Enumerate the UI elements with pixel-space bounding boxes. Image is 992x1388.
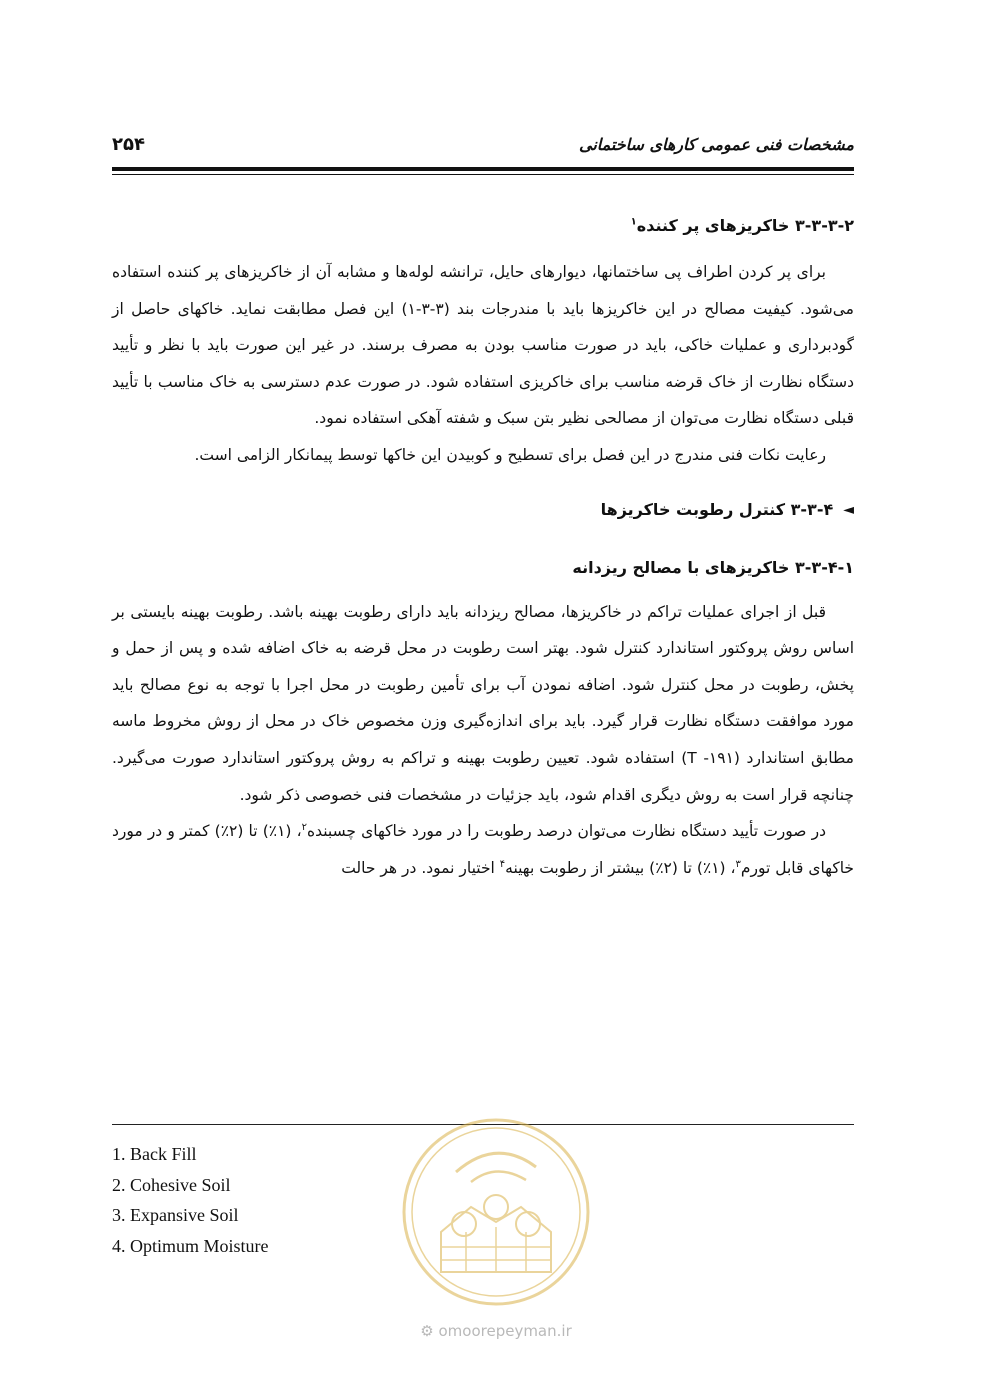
watermark-logo-icon — [386, 1112, 606, 1332]
body-text — [112, 206, 854, 886]
footnote-2: 2. Cohesive Soil — [112, 1174, 231, 1195]
watermark-logo — [386, 1112, 606, 1332]
footnote-ref-2: ۲ — [301, 821, 307, 833]
footnote-3: 3. Expansive Soil — [112, 1205, 239, 1226]
header-rule-thin — [112, 174, 854, 175]
footnote-ref-3: ۳ — [735, 858, 741, 870]
paragraph-fine-grained-1: قبل از اجرای عملیات تراکم در خاکریزها، مصالح ریزدانه باید دارای رطوبت بهینه باشد. رطوبت بهینه بایستی بر اساس روش پروکتور استاندارد کنترل شود. بهتر است رطوبت در محل قرضه به خاک اضافه شده و پس از حمل و پخش، رطوبت در محل کنترل شود. اضافه نمودن آب برای تأمین رطوبت در محل اجرا با توجه به نوع مصالح باید مورد موافقت دستگاه نظارت قرار گیرد. باید برای اندازه‌گیری وزن مخصوص خاک در محل از روش مخروط ماسه مطابق استاندارد (۱۹۱- T) استفاده شود. تعیین رطوبت بهینه و تراکم به روش پروکتور استاندارد صورت می‌گیرد. چنانچه قرار است به روش دیگری اقدام شود، باید جزئیات در مشخصات فنی خصوصی ذکر شود. — [112, 602, 854, 804]
watermark-url: ⚙ omoorepeyman.ir — [420, 1322, 572, 1340]
footnote-ref-4: ۴ — [499, 858, 506, 870]
page-number: ۲۵۴ — [112, 133, 145, 155]
paragraph-backfill-1: برای پر کردن اطراف پی ساختمانها، دیوارهای حایل، ترانشه لوله‌ها و مشابه آن از خاکریزهای پر کننده استفاده می‌شود. کیفیت مصالح در این خاکریزها باید با مندرجات بند (۳-۳-۱) این فصل مطابقت نماید. خاکهای حاصل از گودبرداری و عملیات خاکی، باید در صورت مناسب بودن به مصرف برسند. در غیر این صورت باید با نظر و تأیید دستگاه نظارت از خاک قرضه مناسب برای خاکریزی استفاده شود. در صورت عدم دسترسی به خاک مناسب با تأیید قبلی دستگاه نظارت می‌توان از مصالحی نظیر بتن سبک و شفته آهکی استفاده نمود. — [112, 263, 854, 428]
paragraph-backfill-2: رعایت نکات فنی مندرج در این فصل برای تسطیح و کوبیدن این خاکها توسط پیمانکار الزامی است. — [194, 445, 826, 464]
page-header — [112, 126, 854, 162]
bullet-icon: ◄ — [843, 501, 854, 518]
running-title: مشخصات فنی عمومی کارهای ساختمانی — [578, 134, 854, 154]
subsection-heading-fine-grained: ۳-۳-۴-۱ خاکریزهای با مصالح ریزدانه — [572, 557, 854, 577]
footnote-4: 4. Optimum Moisture — [112, 1235, 269, 1256]
header-rule-thick — [112, 167, 854, 171]
section-heading-moisture-control — [112, 492, 854, 528]
footnote-1: 1. Back Fill — [112, 1144, 197, 1164]
footnotes — [112, 1139, 269, 1261]
paragraph-fine-grained-2: در صورت تأیید دستگاه نظارت می‌توان درصد رطوبت را در مورد خاکهای چسبنده$^۲$، (۱٪) تا (۲٪) کمتر و در مورد خاکهای قابل تورم$^۳$، (۱٪) تا (۲٪) بیشتر از رطوبت بهینه$^۴$ اختیار نمود. در هر حالت — [112, 821, 854, 877]
footnote-ref-1: ۱ — [630, 216, 637, 228]
section-heading-moisture-control-text: ۳-۳-۴ کنترل رطوبت خاکریزها — [600, 499, 834, 519]
section-heading-backfill: ۳-۳-۳-۲ خاکریزهای پر کننده$^۱$ — [630, 216, 854, 235]
